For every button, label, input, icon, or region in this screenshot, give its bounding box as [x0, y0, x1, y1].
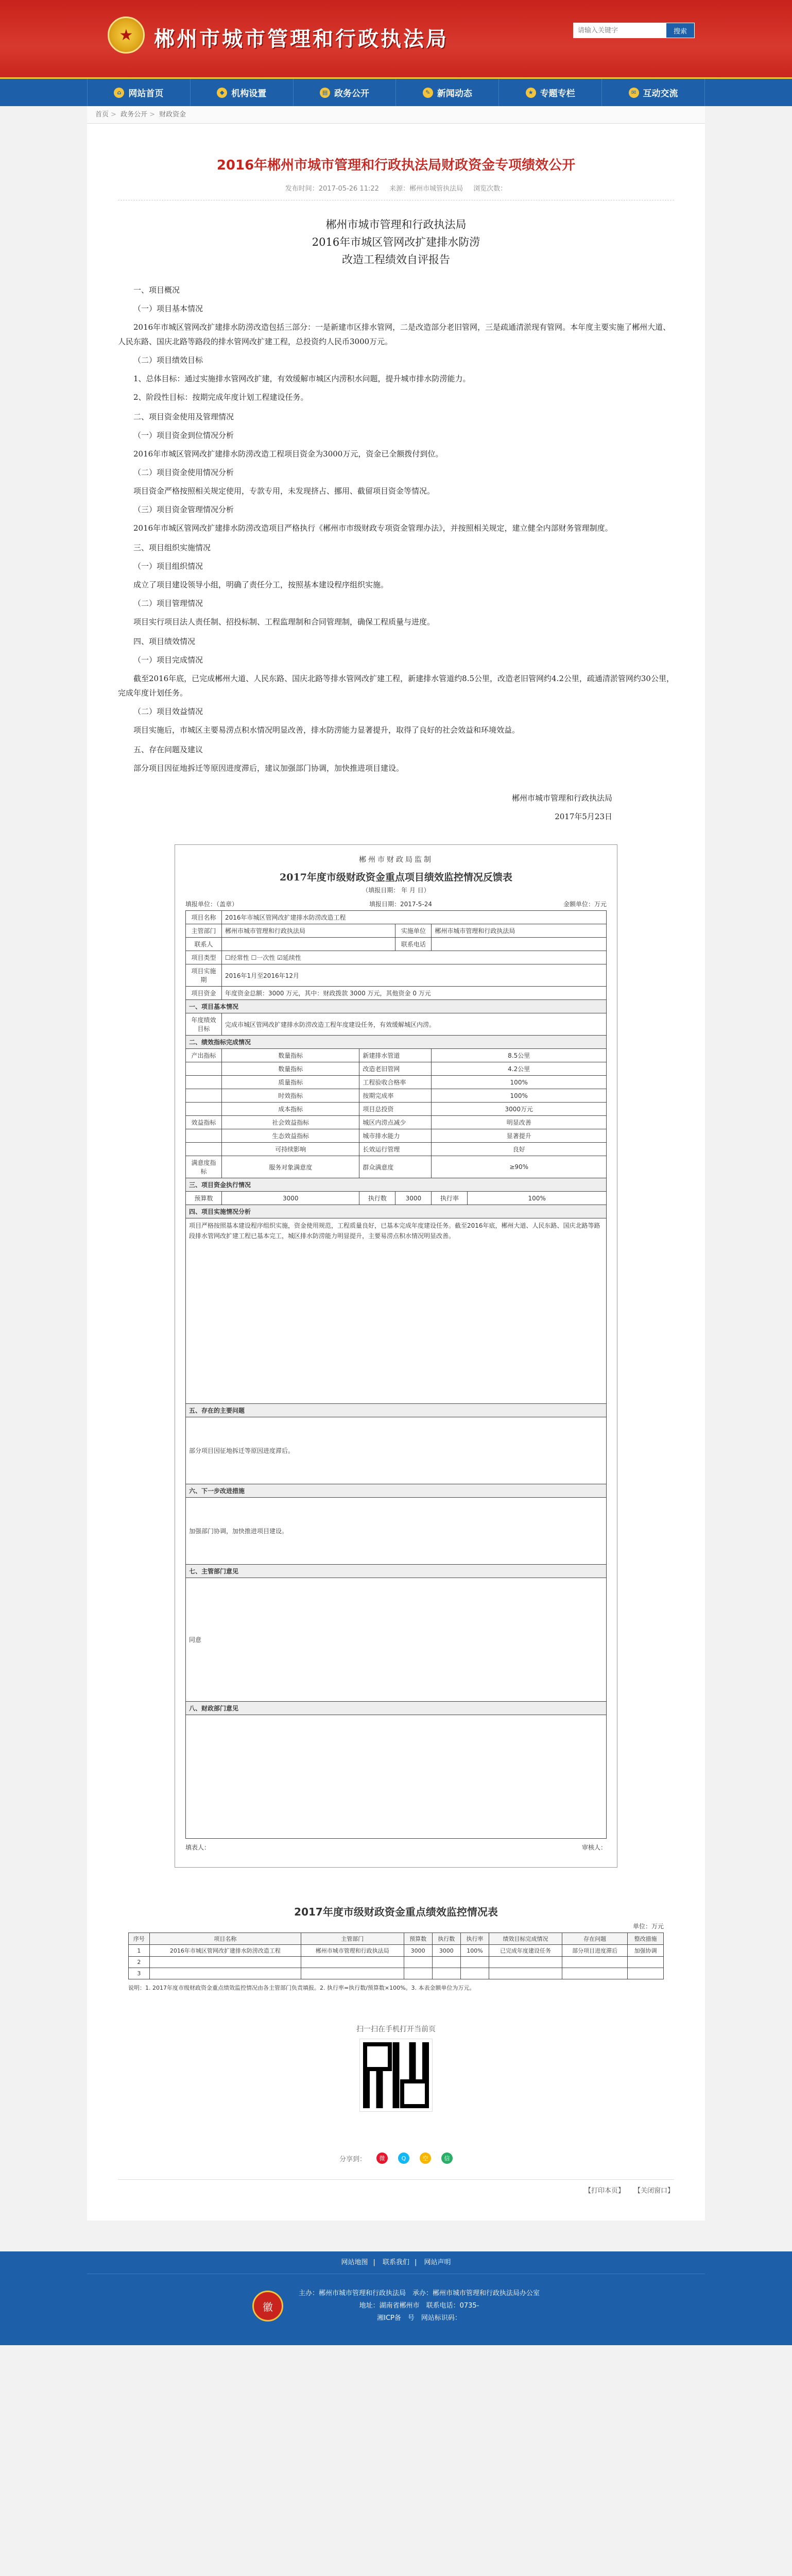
nav-item-news[interactable] [396, 79, 499, 106]
doc-section-heading: 二、项目资金使用及管理情况 [133, 412, 234, 421]
indicator-cell: 按期完成率 [359, 1089, 432, 1103]
breadcrumb-home[interactable]: 首页 [95, 111, 109, 118]
table-cell [489, 1968, 562, 1979]
table-cell [628, 1957, 664, 1968]
indicator-cell: 长效运行管理 [359, 1143, 432, 1156]
indicator-cell: 服务对象满意度 [222, 1156, 359, 1178]
form-value: 同意 [186, 1578, 607, 1702]
nav-item-label: 网站首页 [128, 89, 164, 99]
table-cell [489, 1957, 562, 1968]
search-button[interactable]: 搜索 [666, 23, 695, 38]
column-header: 执行率 [460, 1933, 489, 1945]
doc-section-heading: 五、存在问题及建议 [133, 745, 203, 754]
table-cell [301, 1957, 404, 1968]
form-label: 年度绩效目标 [186, 1013, 222, 1036]
weibo-icon[interactable]: 微 [376, 2153, 388, 2164]
form-value: 年度资金总额：3000 万元，其中：财政拨款 3000 万元，其他资金 0 万元 [222, 987, 607, 1000]
form-value: 项目严格按照基本建设程序组织实施，资金使用规范，工程质量良好，已基本完成年度建设任务。截至2016年底，郴州大道、人民东路、国庆北路等路段排水管网改扩建工程已基本完工，城区排水防涝能力明显提升，主要易涝点积水情况明显改善。 [186, 1218, 607, 1404]
form-value: 郴州市城市管理和行政执法局 [222, 924, 395, 938]
table-cell: 2 [129, 1957, 150, 1968]
column-header: 序号 [129, 1933, 150, 1945]
table-cell: 已完成年度建设任务 [489, 1945, 562, 1957]
form-value: 2016年市城区管网改扩建排水防涝改造工程 [222, 911, 607, 924]
form-value [432, 938, 607, 951]
indicator-row [186, 1156, 607, 1178]
indicator-cell [186, 1062, 222, 1076]
view-count: 浏览次数： [473, 185, 507, 193]
doc-org-name: 郴州市城市管理和行政执法局 [325, 218, 467, 231]
star-icon: ★ [526, 88, 536, 98]
column-header: 项目名称 [149, 1933, 301, 1945]
form-value: 2016年1月至2016年12月 [222, 964, 607, 987]
doc-subheading: （二）项目资金使用情况分析 [133, 468, 234, 477]
feedback-form-table [185, 910, 607, 1839]
doc-subheading: （一）项目完成情况 [133, 655, 203, 665]
doc-section-heading: 四、项目绩效情况 [133, 637, 196, 646]
indicator-cell: 项目总投资 [359, 1103, 432, 1116]
form-section: 一、项目基本情况 [186, 1000, 607, 1013]
share-label: 分享到： [339, 2155, 366, 2163]
indicator-cell [186, 1089, 222, 1103]
table-cell [404, 1957, 432, 1968]
form-label: 预算数 [186, 1192, 222, 1205]
indicator-cell: 满意度指标 [186, 1156, 222, 1178]
doc-paragraph: 部分项目因征地拆迁等原因进度滞后，建议加强部门协调，加快推进项目建设。 [133, 764, 404, 773]
qr-code-icon [360, 2039, 432, 2111]
indicator-cell: 数量指标 [222, 1049, 359, 1062]
close-window-link[interactable]: 【关闭窗口】 [633, 2187, 674, 2195]
sheet-subtitle: （填报日期： 年 月 日） [362, 887, 430, 894]
form-label: 项目资金 [186, 987, 222, 1000]
doc-section-heading: 三、项目组织实施情况 [133, 543, 211, 552]
publish-time: 发布时间：2017-05-26 11:22 [285, 185, 379, 193]
home-icon: ⌂ [114, 88, 124, 98]
doc-paragraph: 成立了项目建设领导小组，明确了责任分工，按照基本建设程序组织实施。 [133, 580, 389, 589]
form-label: 实施单位 [395, 924, 432, 938]
indicator-cell: 改造老旧管网 [359, 1062, 432, 1076]
indicator-cell: 良好 [432, 1143, 607, 1156]
column-header: 整改措施 [628, 1933, 664, 1945]
breadcrumb-gov-info[interactable]: 政务公开 [120, 111, 148, 118]
table2-unit: 单位：万元 [632, 1923, 664, 1930]
indicator-cell: 城区内涝点减少 [359, 1116, 432, 1129]
column-header: 执行数 [432, 1933, 460, 1945]
column-header: 主管部门 [301, 1933, 404, 1945]
indicator-row [186, 1089, 607, 1103]
indicator-row [186, 1129, 607, 1143]
form-section: 八、财政部门意见 [186, 1702, 607, 1715]
document-icon: ▤ [320, 88, 330, 98]
doc-paragraph: 2016年市城区管网改扩建排水防涝改造包括三部分：一是新建市区排水管网，二是改造部分老旧管网，三是疏通清淤现有管网。本年度主要实施了郴州大道、人民东路、国庆北路等路段的排水管网改扩建工程，总投资约人民币3000万元。 [118, 323, 671, 346]
table-cell: 3000 [432, 1945, 460, 1957]
header-search [573, 23, 695, 38]
footer-text [299, 2287, 540, 2325]
indicator-cell: 时效指标 [222, 1089, 359, 1103]
doc-paragraph: 项目实行项目法人责任制、招投标制、工程监理制和合同管理制，确保工程质量与进度。 [133, 617, 435, 626]
nav-item-label: 机构设置 [231, 89, 267, 99]
nav-item-gov-info[interactable] [294, 79, 397, 106]
share-bar [118, 2153, 674, 2164]
table-cell: 加强协调 [628, 1945, 664, 1957]
footer-line: 地址：湖南省郴州市 联系电话：0735- [359, 2302, 479, 2310]
form-label: 项目名称 [186, 911, 222, 924]
form-value: ☐经常性 ☐一次性 ☑延续性 [222, 951, 607, 964]
indicator-cell: 成本指标 [222, 1103, 359, 1116]
article-meta [118, 183, 674, 200]
indicator-row [186, 1062, 607, 1076]
nav-item-interaction[interactable] [602, 79, 705, 106]
doc-signature-date: 2017年5月23日 [555, 812, 612, 821]
form-label: 主管部门 [186, 924, 222, 938]
nav-item-label: 互动交流 [643, 89, 678, 99]
indicator-cell [186, 1129, 222, 1143]
indicator-cell [186, 1143, 222, 1156]
doc-subheading: （二）项目绩效目标 [133, 355, 203, 365]
table-cell [149, 1957, 301, 1968]
nav-item-home[interactable] [87, 79, 191, 106]
doc-title-line: 改造工程绩效自评报告 [342, 253, 450, 266]
doc-paragraph: 项目实施后，市城区主要易涝点积水情况明显改善，排水防涝能力显著提升，取得了良好的社会效益和环境效益。 [133, 725, 520, 735]
doc-paragraph: 2、阶段性目标：按期完成年度计划工程建设任务。 [133, 393, 308, 402]
doc-subheading: （一）项目基本情况 [133, 304, 203, 313]
table-row [129, 1968, 664, 1979]
site-header [0, 0, 792, 77]
indicator-row [186, 1116, 607, 1129]
column-header: 预算数 [404, 1933, 432, 1945]
form-value: 3000 [222, 1192, 359, 1205]
table-cell: 100% [460, 1945, 489, 1957]
table-cell: 3000 [404, 1945, 432, 1957]
form-label: 联系电话 [395, 938, 432, 951]
footer-link-statement[interactable]: 网站声明 [424, 2259, 451, 2266]
doc-signature-org: 郴州市城市管理和行政执法局 [511, 793, 612, 803]
monitoring-summary-table [128, 1904, 664, 1993]
indicator-cell: 质量指标 [222, 1076, 359, 1089]
breadcrumb-finance[interactable]: 财政资金 [159, 111, 186, 118]
main-nav [0, 77, 792, 106]
form-value [222, 938, 395, 951]
indicator-cell: 社会效益指标 [222, 1116, 359, 1129]
footer-line: 湘ICP备 号 网站标识码： [377, 2314, 461, 2322]
doc-paragraph: 截至2016年底，已完成郴州大道、人民东路、国庆北路等排水管网改扩建工程，新建排水管道约8.5公里，改造老旧管网约4.2公里，疏通清淤管网约30公里，完成年度计划任务。 [118, 674, 674, 698]
print-page-link[interactable]: 【打印本页】 [584, 2187, 625, 2195]
indicator-cell: 城市排水能力 [359, 1129, 432, 1143]
form-section: 六、下一步改进措施 [186, 1484, 607, 1498]
article-source: 来源：郴州市城管执法局 [389, 185, 463, 193]
qq-icon[interactable]: Q [398, 2153, 409, 2164]
indicator-row [186, 1143, 607, 1156]
indicator-cell: ≥90% [432, 1156, 607, 1178]
print-bar [118, 2179, 674, 2200]
indicator-cell: 数量指标 [222, 1062, 359, 1076]
sheet-info-amount-unit: 金额单位：万元 [563, 901, 607, 908]
doc-section-heading: 一、项目概况 [133, 285, 180, 295]
table-cell [404, 1968, 432, 1979]
indicator-row [186, 1103, 607, 1116]
gov-badge-icon[interactable]: 徽 [252, 2291, 283, 2321]
qzone-icon[interactable]: 空 [420, 2153, 431, 2164]
table-cell [301, 1968, 404, 1979]
form-label: 执行数 [359, 1192, 395, 1205]
indicator-cell: 可持续影响 [222, 1143, 359, 1156]
doc-subheading: （三）项目资金管理情况分析 [133, 505, 234, 514]
form-label: 联系人 [186, 938, 222, 951]
site-footer [0, 2251, 792, 2345]
doc-title-line: 2016年市城区管网改扩建排水防涝 [312, 236, 480, 248]
footer-links: 网站地图 | 联系我们 | 网站声明 [87, 2251, 705, 2274]
table-cell [460, 1968, 489, 1979]
sheet-info-date: 填报日期：2017-5-24 [369, 901, 433, 908]
table-cell [432, 1968, 460, 1979]
indicator-cell: 100% [432, 1076, 607, 1089]
indicator-cell: 4.2公里 [432, 1062, 607, 1076]
sheet-reviewed-by: 审核人： [581, 1844, 607, 1851]
indicator-cell: 新建排水管道 [359, 1049, 432, 1062]
form-section: 七、主管部门意见 [186, 1565, 607, 1578]
article [87, 124, 705, 2221]
form-section: 二、绩效指标完成情况 [186, 1036, 607, 1049]
sheet-title: 2017年度市级财政资金重点项目绩效监控情况反馈表 [280, 872, 512, 883]
qr-label: 扫一扫在手机打开当前页 [356, 2025, 436, 2033]
table2-title: 2017年度市级财政资金重点绩效监控情况表 [294, 1906, 498, 1918]
table-cell: 3 [129, 1968, 150, 1979]
nav-item-label: 政务公开 [334, 89, 370, 99]
indicator-cell: 3000万元 [432, 1103, 607, 1116]
indicator-cell: 效益指标 [186, 1116, 222, 1129]
form-value [186, 1715, 607, 1839]
form-value: 郴州市城市管理和行政执法局 [432, 924, 607, 938]
table-cell: 2016年市城区管网改扩建排水防涝改造工程 [149, 1945, 301, 1957]
table-cell [562, 1968, 627, 1979]
table-cell [562, 1957, 627, 1968]
table-cell [460, 1957, 489, 1968]
national-emblem-icon: ★ [108, 16, 145, 54]
table-cell: 郴州市城市管理和行政执法局 [301, 1945, 404, 1957]
site-title: 郴州市城市管理和行政执法局 [154, 27, 449, 51]
indicator-cell: 显著提升 [432, 1129, 607, 1143]
nav-item-label: 专题专栏 [540, 89, 575, 99]
org-icon: ◆ [217, 88, 227, 98]
indicator-cell [186, 1076, 222, 1089]
form-label: 项目实施期 [186, 964, 222, 987]
sheet-header: 郴州市财政局监制 [359, 856, 433, 864]
indicator-cell: 产出指标 [186, 1049, 222, 1062]
nav-item-org[interactable] [191, 79, 294, 106]
doc-paragraph: 2016年市城区管网改扩建排水防涝改造工程项目资金为3000万元，资金已全额拨付到位。 [133, 449, 443, 459]
news-icon: ✎ [423, 88, 433, 98]
doc-subheading: （一）项目资金到位情况分析 [133, 431, 234, 440]
form-section: 五、存在的主要问题 [186, 1404, 607, 1417]
indicator-cell: 群众满意度 [359, 1156, 432, 1178]
indicator-cell: 工程验收合格率 [359, 1076, 432, 1089]
sheet-footer [185, 1843, 607, 1852]
chat-icon: ✉ [629, 88, 639, 98]
form-label: 项目类型 [186, 951, 222, 964]
summary-table [128, 1933, 664, 1979]
form-value: 100% [468, 1192, 607, 1205]
indicator-cell: 生态效益指标 [222, 1129, 359, 1143]
form-value: 加强部门协调，加快推进项目建设。 [186, 1498, 607, 1565]
sheet-info [185, 900, 607, 908]
form-label: 执行率 [432, 1192, 468, 1205]
doc-paragraph: 2016年市城区管网改扩建排水防涝改造项目严格执行《郴州市市级财政专项资金管理办法》，并按照相关规定，建立健全内部财务管理制度。 [133, 523, 613, 533]
indicator-cell: 100% [432, 1089, 607, 1103]
table-row [129, 1945, 664, 1957]
document-body [118, 216, 674, 824]
indicator-cell: 8.5公里 [432, 1049, 607, 1062]
form-section: 四、项目实施情况分析 [186, 1205, 607, 1218]
indicator-cell [186, 1103, 222, 1116]
doc-subheading: （二）项目管理情况 [133, 599, 203, 608]
doc-subheading: （二）项目效益情况 [133, 707, 203, 716]
column-header: 存在问题 [562, 1933, 627, 1945]
doc-paragraph: 1、总体目标：通过实施排水管网改扩建，有效缓解市城区内涝积水问题，提升城市排水防涝能力。 [133, 374, 471, 383]
footer-link-contact[interactable]: 联系我们 [382, 2259, 409, 2266]
nav-item-label: 新闻动态 [437, 89, 472, 99]
wechat-icon[interactable]: 信 [441, 2153, 453, 2164]
indicator-cell: 明显改善 [432, 1116, 607, 1129]
sheet-info-unit: 填报单位：（盖章） [185, 901, 238, 908]
feedback-form-sheet [175, 844, 617, 1868]
footer-line: 主办：郴州市城市管理和行政执法局 承办：郴州市城市管理和行政执法局办公室 [298, 2290, 540, 2297]
breadcrumb: 首页 > 政务公开 > 财政资金 [87, 106, 705, 124]
indicator-row [186, 1049, 607, 1062]
qr-block [118, 2024, 674, 2111]
form-value: 3000 [395, 1192, 432, 1205]
main-container [87, 106, 705, 2221]
footer-body [87, 2274, 705, 2325]
form-value: 部分项目因征地拆迁等原因进度滞后。 [186, 1417, 607, 1484]
indicator-row [186, 1076, 607, 1089]
article-title: 2016年郴州市城市管理和行政执法局财政资金专项绩效公开 [216, 158, 576, 173]
table-cell [432, 1957, 460, 1968]
nav-item-topics[interactable] [499, 79, 602, 106]
sheet-filled-by: 填表人： [185, 1844, 211, 1851]
table-row [129, 1957, 664, 1968]
search-input[interactable] [573, 23, 666, 38]
column-header: 绩效目标完成情况 [489, 1933, 562, 1945]
table-header-row [129, 1933, 664, 1945]
table2-note: 说明：1. 2017年度市级财政资金重点绩效监控情况由各主管部门负责填报。2. 执行率=执行数/预算数×100%。3. 本表金额单位为万元。 [128, 1985, 475, 1991]
table-cell: 1 [129, 1945, 150, 1957]
doc-paragraph: 项目资金严格按照相关规定使用，专款专用，未发现挤占、挪用、截留项目资金等情况。 [133, 486, 435, 496]
table-cell [149, 1968, 301, 1979]
form-value: 完成市城区管网改扩建排水防涝改造工程年度建设任务，有效缓解城区内涝。 [222, 1013, 607, 1036]
footer-link-sitemap[interactable]: 网站地图 [341, 2259, 368, 2266]
doc-subheading: （一）项目组织情况 [133, 562, 203, 571]
table-cell [628, 1968, 664, 1979]
table-cell: 部分项目进度滞后 [562, 1945, 627, 1957]
form-section: 三、项目资金执行情况 [186, 1178, 607, 1192]
